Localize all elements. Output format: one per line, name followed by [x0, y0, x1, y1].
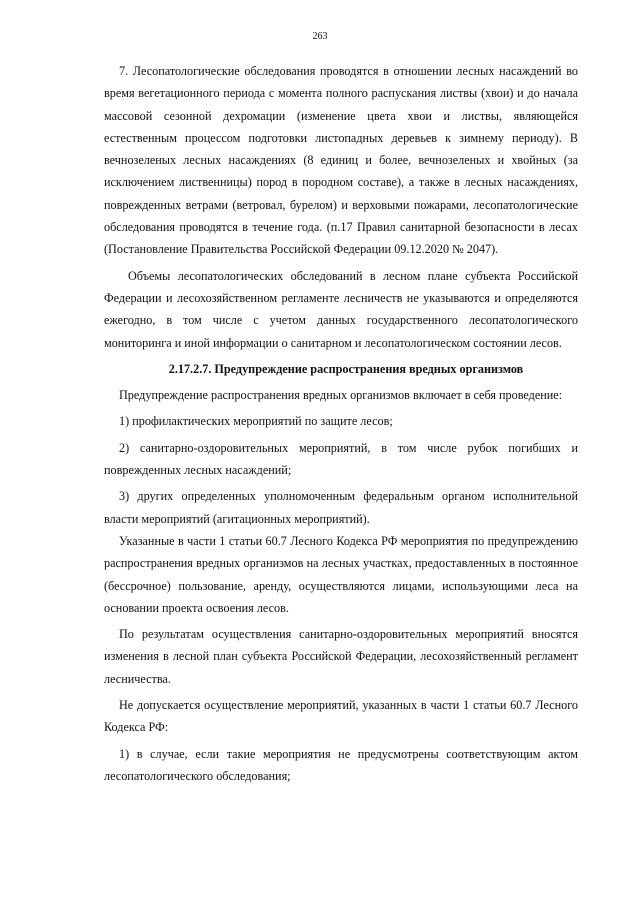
page-number: 263 — [312, 31, 328, 42]
list-item-prohibition-1: 1) в случае, если такие мероприятия не предусмотрены соответствующим актом лесопатологического обследования; — [104, 746, 578, 783]
body-text — [104, 60, 578, 787]
paragraph-forest-users: Указанные в части 1 статьи 60.7 Лесного Кодекса РФ мероприятия по предупреждению распространения вредных организмов на лесных участках, предоставленных в постоянное (бессрочное) пользование, аренду, осуществляются лицами, использующими леса на основании проекта освоения лесов. — [104, 533, 578, 615]
list-item-sanitary: 2) санитарно-оздоровительных мероприятий, в том числе рубок погибших и поврежденных лесных насаждений; — [104, 440, 578, 478]
paragraph-prohibition: Не допускается осуществление мероприятий, указанных в части 1 статьи 60.7 Лесного Кодекса РФ: — [104, 698, 578, 735]
list-item-preventive: 1) профилактических мероприятий по защите лесов; — [119, 414, 393, 429]
paragraph-plan-changes: По результатам осуществления санитарно-оздоровительных мероприятий вносятся изменения в лесной план субъекта Российской Федерации, лесохозяйственный регламент лесничества. — [104, 627, 578, 686]
section-heading: 2.17.2.7. Предупреждение распространения вредных организмов — [168, 361, 524, 376]
list-item-other: 3) других определенных уполномоченным федеральным органом исполнительной власти мероприятий (агитационных мероприятий). — [104, 489, 578, 526]
paragraph-inspection-timing: 7. Лесопатологические обследования проводятся в отношении лесных насаждений во время вегетационного периода с момента полного распускания листвы (хвои) и до начала массовой сезонной дехромации (изменение цвета хвои и листвы, являющейся естественным процессом подготовки листопадных деревьев к зимнему периоду). В вечнозеленых лесных насаждениях (8 единиц и более, вечнозеленых и хвойных (за исключением лиственницы) пород в породном составе), а также в лесных насаждениях, поврежденных ветрами (ветровал, бурелом) и верховыми пожарами, лесопатологические обследования проводятся в течение года. (п.17 Правил санитарной безопасности в лесах (Постановление Правительства Российской Федерации 09.12.2020 № 2047). — [104, 64, 578, 257]
paragraph-prevention-intro: Предупреждение распространения вредных организмов включает в себя проведение: — [119, 388, 563, 403]
paragraph-inspection-volumes: Объемы лесопатологических обследований в лесном плане субъекта Российской Федерации и лесохозяйственном регламенте лесничеств не указываются и определяются ежегодно, в том числе с учетом данных государственного лесопатологического мониторинга и иной информации о санитарном и лесопатологическом состоянии лесов. — [104, 268, 578, 350]
